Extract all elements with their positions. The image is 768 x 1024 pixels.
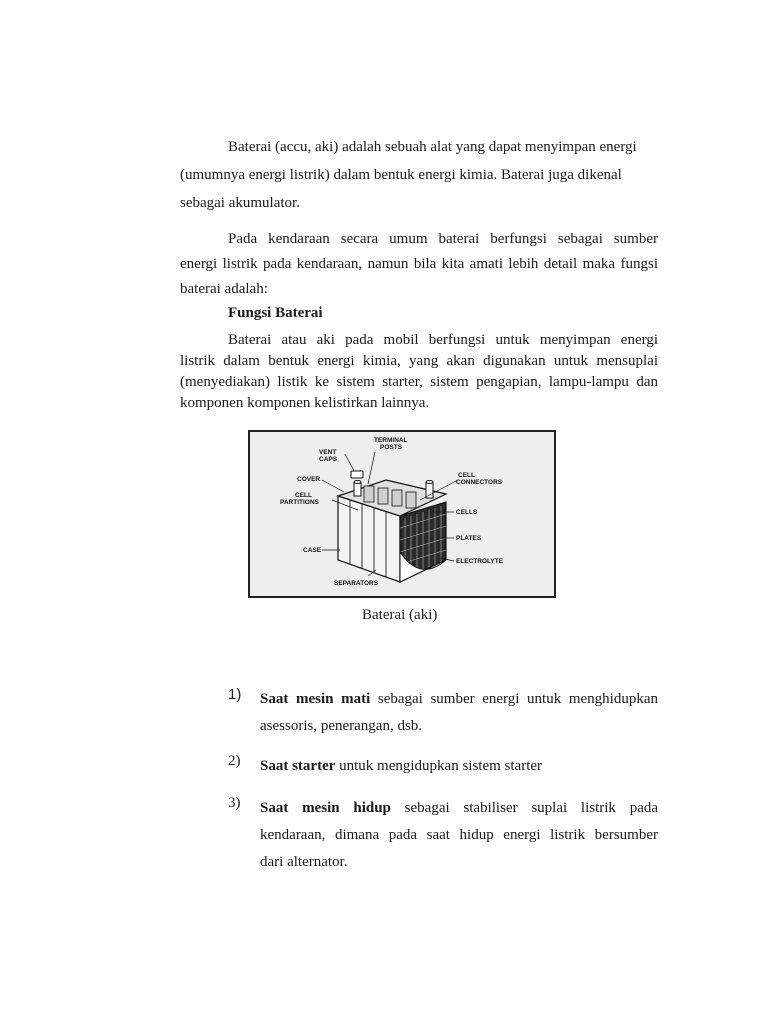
label-connectors-line-1: CELL bbox=[458, 472, 475, 479]
list-item-line-2: asessoris, penerangan, dsb. bbox=[260, 718, 423, 734]
list-item-text: untuk mengidupkan sistem starter bbox=[335, 758, 543, 774]
label-plates: PLATES bbox=[456, 535, 482, 542]
label-electrolyte: ELECTROLYTE bbox=[456, 558, 504, 565]
battery-function-line-1: Baterai atau aki pada mobil berfungsi untuk menyimpan energi bbox=[228, 332, 658, 348]
label-vent-line-1: VENT bbox=[319, 449, 337, 456]
label-connectors-line-2: CONNECTORS bbox=[456, 479, 503, 486]
battery-function-line-3: (menyediakan) listik ke sistem starter, sistem pengapian, lampu-lampu dan bbox=[180, 374, 658, 390]
battery-function-line-2: listrik dalam bentuk energi kimia, yang akan digunakan untuk mensuplai bbox=[180, 353, 658, 369]
section-heading: Fungsi Baterai bbox=[228, 305, 323, 321]
list-number: 3) bbox=[228, 795, 241, 811]
label-vent-line-2: CAPS bbox=[319, 456, 338, 463]
list-item bbox=[228, 795, 658, 876]
list-item-bold: Saat starter bbox=[260, 758, 336, 774]
function-intro-line-1: Pada kendaraan secara umum baterai berfungsi sebagai sumber bbox=[228, 231, 658, 247]
list-item-bold: Saat mesin hidup bbox=[260, 800, 391, 816]
function-intro-paragraph bbox=[180, 227, 658, 302]
list-item-text: sebagai stabiliser suplai listrik pada bbox=[390, 800, 659, 816]
label-separators: SEPARATORS bbox=[334, 580, 379, 587]
battery-cutaway-illustration bbox=[250, 432, 554, 596]
list-item-text: sebagai sumber energi untuk menghidupkan bbox=[370, 691, 658, 707]
intro-line-1: Baterai (accu, aki) adalah sebuah alat yang dapat menyimpan energi bbox=[228, 139, 637, 155]
list-item bbox=[228, 753, 658, 780]
list-number: 2) bbox=[228, 753, 241, 769]
list-item bbox=[228, 686, 658, 740]
label-cover: COVER bbox=[297, 476, 321, 483]
figure-caption: Baterai (aki) bbox=[362, 607, 438, 623]
label-cells: CELLS bbox=[456, 509, 478, 516]
intro-paragraph bbox=[180, 133, 658, 217]
label-partitions-line-2: PARTITIONS bbox=[280, 499, 319, 506]
function-intro-line-2: energi listrik pada kendaraan, namun bila kita amati lebih detail maka fungsi bbox=[180, 256, 658, 272]
battery-function-paragraph bbox=[180, 330, 658, 414]
intro-line-3: sebagai akumulator. bbox=[180, 195, 300, 211]
label-partitions-line-1: CELL bbox=[295, 492, 312, 499]
function-intro-line-3: baterai adalah: bbox=[180, 281, 268, 297]
list-item-bold: Saat mesin mati bbox=[260, 691, 371, 707]
intro-line-2: (umumnya energi listrik) dalam bentuk energi kimia. Baterai juga dikenal bbox=[180, 167, 622, 183]
list-item-line-3: dari alternator. bbox=[260, 854, 348, 870]
battery-diagram bbox=[248, 430, 556, 598]
list-number: 1) bbox=[228, 686, 242, 703]
label-terminal-line-2: POSTS bbox=[380, 444, 403, 451]
list-item-line-2: kendaraan, dimana pada saat hidup energi listrik bersumber bbox=[260, 827, 658, 843]
battery-function-line-4: komponen komponen kelistirkan lainnya. bbox=[180, 395, 430, 411]
label-terminal-line-1: TERMINAL bbox=[374, 437, 408, 444]
label-case: CASE bbox=[303, 547, 322, 554]
